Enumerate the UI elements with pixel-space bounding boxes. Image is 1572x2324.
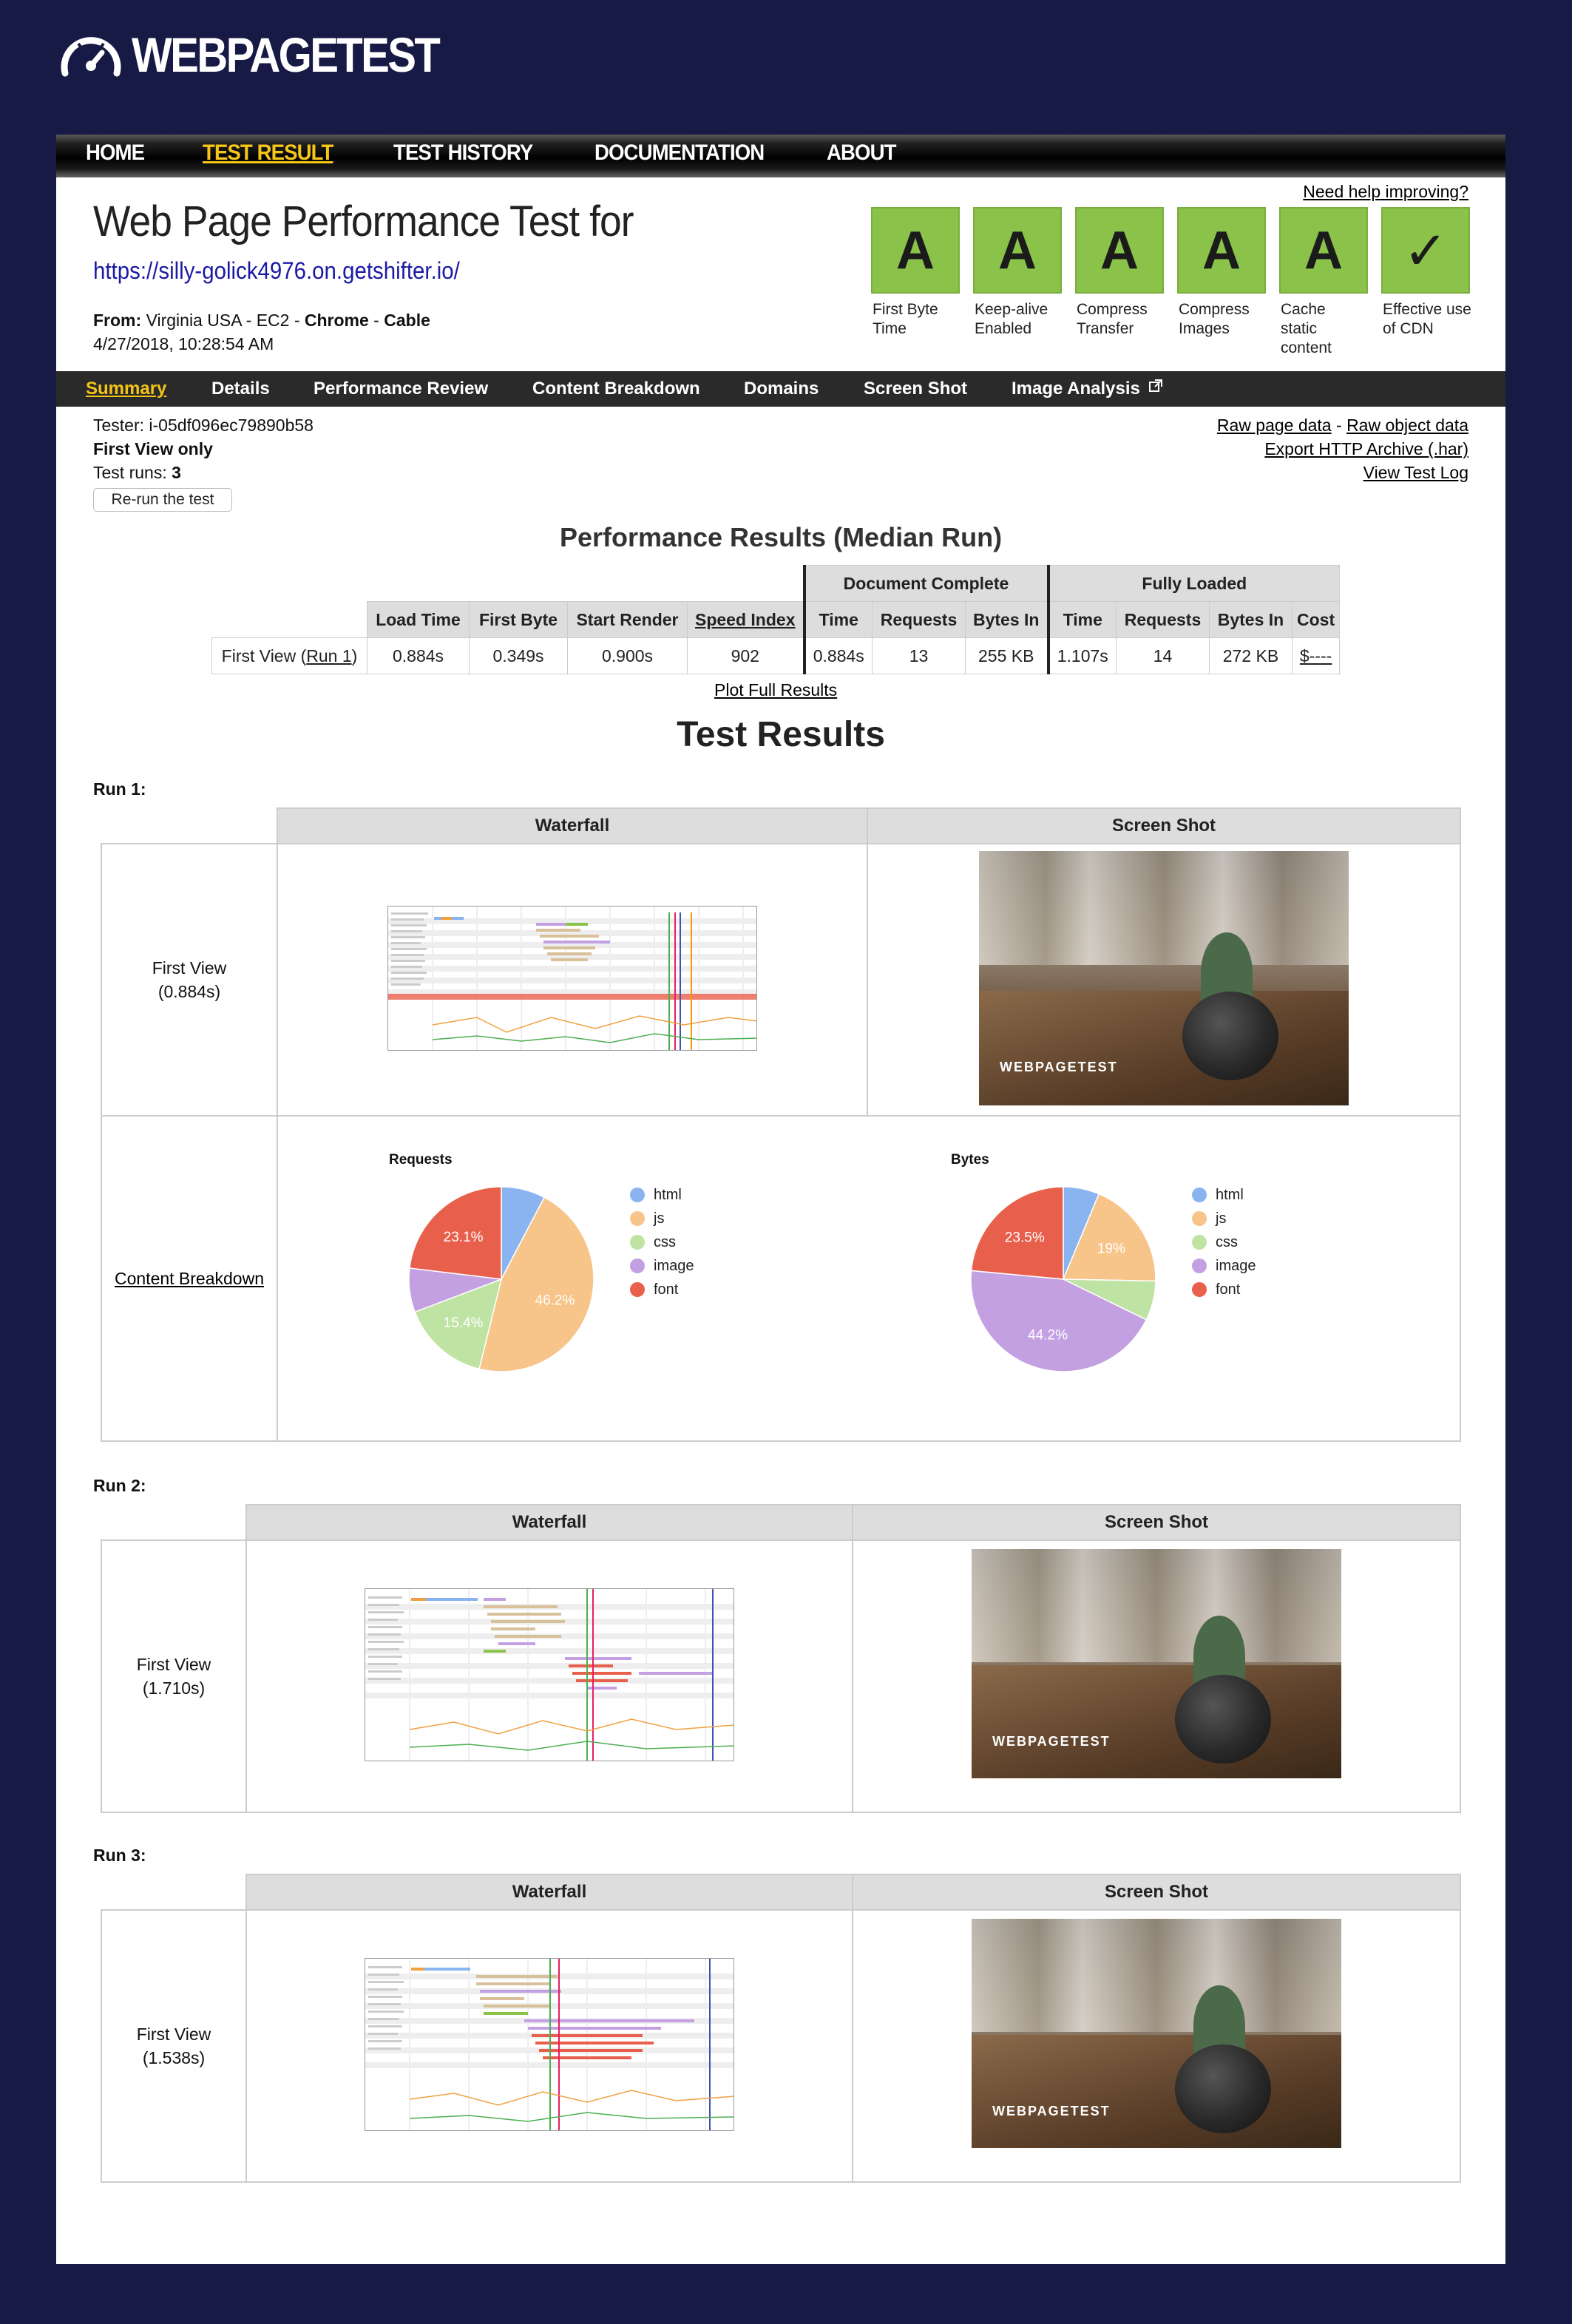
rerun-button[interactable]: Re-run the test <box>93 488 232 512</box>
run-1-label: Run 1: <box>93 779 146 799</box>
tab-domains[interactable]: Domains <box>744 379 819 399</box>
legend-item-image: image <box>1192 1254 1256 1278</box>
waterfall-header: Waterfall <box>277 808 867 844</box>
table-row <box>212 638 1340 674</box>
tester-id: Tester: i-05df096ec79890b58 <box>93 416 314 435</box>
grade-label-compress-images: Compress Images <box>1179 301 1250 337</box>
run-3-first-view: First View (1.538s) <box>101 1910 246 2182</box>
legend-item-font: font <box>630 1278 694 1301</box>
tab-details[interactable]: Details <box>211 379 270 399</box>
content-breakdown-label-cell <box>101 1116 277 1441</box>
pie-label-css: 15.4% <box>443 1315 484 1332</box>
cell-cost-link[interactable]: $---- <box>1293 638 1340 674</box>
legend-item-html: html <box>1192 1183 1256 1207</box>
legend-item-image: image <box>630 1254 694 1278</box>
grade-label-cdn: Effective use of CDN <box>1383 301 1471 337</box>
nav-about[interactable]: ABOUT <box>827 140 896 165</box>
plot-full-results-link[interactable]: Plot Full Results <box>714 680 838 699</box>
run-3-waterfall-cell <box>246 1910 853 2182</box>
cell-full-time: 1.107s <box>1048 638 1117 674</box>
waterfall-header: Waterfall <box>246 1874 853 1910</box>
test-date: 4/27/2018, 10:28:54 AM <box>93 334 274 353</box>
run-3-table <box>101 1874 1461 2183</box>
run-2-label: Run 2: <box>93 1476 146 1495</box>
doc-complete-header: Document Complete <box>804 566 1048 602</box>
raw-page-data-link[interactable]: Raw page data <box>1216 416 1332 435</box>
tab-content-breakdown[interactable]: Content Breakdown <box>532 379 700 399</box>
screenshot-header: Screen Shot <box>853 1505 1460 1540</box>
run-3-label: Run 3: <box>93 1846 146 1865</box>
tested-url-link[interactable]: https://silly-golick4976.on.getshifter.io/ <box>93 257 460 284</box>
grade-first-byte-time[interactable]: A <box>871 207 960 294</box>
grade-cdn-checkmark[interactable]: ✓ <box>1381 207 1470 294</box>
col-full-bytes: Bytes In <box>1210 602 1293 638</box>
requests-pie-chart <box>405 1183 597 1375</box>
legend-item-html: html <box>630 1183 694 1207</box>
cell-full-bytes: 272 KB <box>1210 638 1293 674</box>
cell-doc-time: 0.884s <box>804 638 873 674</box>
nav-test-result[interactable]: TEST RESULT <box>203 140 333 165</box>
bytes-legend <box>1192 1183 1256 1301</box>
screenshot-watermark: WEBPAGETEST <box>992 1733 1111 1749</box>
tab-performance-review[interactable]: Performance Review <box>314 379 489 399</box>
cell-load-time: 0.884s <box>367 638 470 674</box>
run-1-first-view: First View (0.884s) <box>101 844 277 1116</box>
bytes-pie-chart <box>967 1183 1159 1375</box>
requests-legend <box>630 1183 694 1301</box>
grade-compress-transfer[interactable]: A <box>1075 207 1164 294</box>
cell-doc-bytes: 255 KB <box>966 638 1048 674</box>
run-3-screenshot[interactable] <box>972 1919 1341 2170</box>
tab-screen-shot[interactable]: Screen Shot <box>864 379 968 399</box>
tab-image-analysis[interactable]: Image Analysis <box>1012 379 1163 399</box>
test-location: From: Virginia USA - EC2 - Chrome - Cable <box>93 311 430 330</box>
logo-text: WEBPAGETEST <box>132 27 439 82</box>
raw-data-links: Raw page data - Raw object data <box>1216 416 1468 435</box>
main-content <box>56 177 1505 2264</box>
pie-label-js: 46.2% <box>535 1293 575 1309</box>
run-2-screenshot-cell <box>853 1540 1460 1812</box>
col-doc-time: Time <box>804 602 873 638</box>
run-3-waterfall-thumbnail[interactable] <box>365 1958 734 2131</box>
legend-item-font: font <box>1192 1278 1256 1301</box>
run-1-waterfall-cell <box>277 844 867 1116</box>
waterfall-chart-graphic <box>365 1959 734 2131</box>
col-doc-requests: Requests <box>873 602 966 638</box>
cell-full-requests: 14 <box>1117 638 1210 674</box>
grade-label-first-byte: First Byte Time <box>873 301 938 337</box>
raw-object-data-link[interactable]: Raw object data <box>1346 416 1468 435</box>
first-view-only: First View only <box>93 439 213 458</box>
col-first-byte: First Byte <box>470 602 568 638</box>
pie-label-font: 23.1% <box>443 1229 484 1245</box>
test-results-title: Test Results <box>677 715 885 754</box>
perf-results-title: Performance Results (Median Run) <box>559 522 1003 552</box>
grade-label-compress-transfer: Compress Transfer <box>1077 301 1148 337</box>
content-breakdown-charts <box>277 1116 1460 1441</box>
run-1-screenshot-cell <box>867 844 1460 1116</box>
speedometer-icon <box>59 30 123 79</box>
help-link[interactable]: Need help improving? <box>1303 182 1468 201</box>
grade-label-cache-static: Cache static content <box>1281 301 1332 356</box>
external-link-icon <box>1148 379 1163 393</box>
run-2-screenshot[interactable] <box>972 1549 1341 1800</box>
screenshot-watermark: WEBPAGETEST <box>992 2103 1111 2118</box>
nav-home[interactable]: HOME <box>86 140 145 165</box>
pie-label-font: 23.5% <box>1004 1230 1045 1246</box>
webpagetest-logo[interactable] <box>59 27 481 83</box>
cell-start-render: 0.900s <box>568 638 688 674</box>
legend-item-js: js <box>630 1207 694 1230</box>
tab-summary[interactable]: Summary <box>86 379 167 399</box>
nav-test-history[interactable]: TEST HISTORY <box>393 140 533 165</box>
view-test-log-link[interactable]: View Test Log <box>1363 463 1468 482</box>
pie-label-js: 19% <box>1097 1241 1125 1257</box>
legend-item-css: css <box>1192 1230 1256 1254</box>
screenshot-header: Screen Shot <box>867 808 1460 844</box>
page-title: Web Page Performance Test for <box>93 197 634 245</box>
col-start-render: Start Render <box>568 602 688 638</box>
export-har-link[interactable]: Export HTTP Archive (.har) <box>1264 439 1468 458</box>
nav-documentation[interactable]: DOCUMENTATION <box>594 140 765 165</box>
performance-table <box>211 565 1340 674</box>
run-3-screenshot-cell <box>853 1910 1460 2182</box>
grade-keep-alive[interactable]: A <box>973 207 1062 294</box>
fully-loaded-header: Fully Loaded <box>1048 566 1340 602</box>
run-1-waterfall-thumbnail[interactable] <box>387 906 757 1051</box>
screenshot-header: Screen Shot <box>853 1874 1460 1910</box>
col-speed-index[interactable]: Speed Index <box>688 602 804 638</box>
run-2-table <box>101 1504 1461 1813</box>
waterfall-chart-graphic <box>365 1589 734 1761</box>
test-runs: Test runs: 3 <box>93 463 181 482</box>
cell-speed-index: 902 <box>688 638 804 674</box>
run-2-waterfall-cell <box>246 1540 853 1812</box>
waterfall-chart-graphic <box>388 907 757 1051</box>
run-2-first-view: First View (1.710s) <box>101 1540 246 1812</box>
col-full-time: Time <box>1048 602 1117 638</box>
grade-label-keep-alive: Keep-alive Enabled <box>975 301 1048 337</box>
waterfall-header: Waterfall <box>246 1505 853 1540</box>
legend-item-css: css <box>630 1230 694 1254</box>
row-label: First View (Run 1) <box>212 638 367 674</box>
cell-doc-requests: 13 <box>873 638 966 674</box>
col-full-requests: Requests <box>1117 602 1210 638</box>
run-1-link[interactable]: Run 1 <box>306 646 352 665</box>
col-doc-bytes: Bytes In <box>966 602 1048 638</box>
bytes-chart-title: Bytes <box>951 1152 989 1168</box>
grade-cache-static[interactable]: A <box>1279 207 1368 294</box>
main-nav <box>56 135 1505 177</box>
run-1-table <box>101 807 1461 1442</box>
col-load-time: Load Time <box>367 602 470 638</box>
requests-chart-title: Requests <box>389 1152 453 1168</box>
col-cost: Cost <box>1293 602 1340 638</box>
cell-first-byte: 0.349s <box>470 638 568 674</box>
run-1-screenshot[interactable] <box>979 851 1349 1105</box>
grade-compress-images[interactable]: A <box>1177 207 1266 294</box>
content-breakdown-link[interactable]: Content Breakdown <box>114 1268 264 1288</box>
legend-item-js: js <box>1192 1207 1256 1230</box>
pie-label-image: 44.2% <box>1028 1327 1068 1344</box>
run-2-waterfall-thumbnail[interactable] <box>365 1588 734 1761</box>
results-subnav <box>56 371 1505 407</box>
screenshot-watermark: WEBPAGETEST <box>1000 1059 1118 1074</box>
